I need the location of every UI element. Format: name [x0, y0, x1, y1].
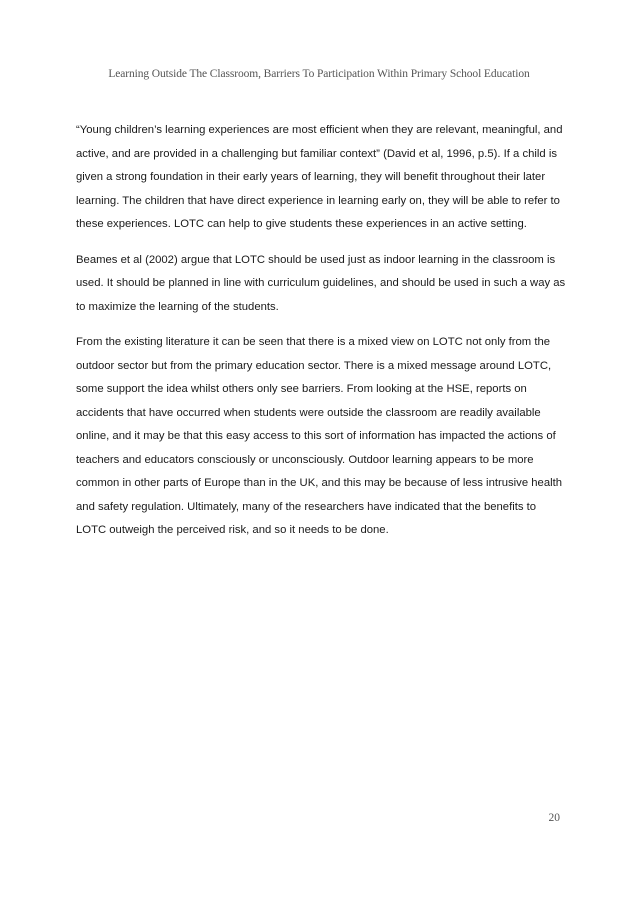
paragraph-3: From the existing literature it can be seen that there is a mixed view on LOTC not only from the outdoor sector but from the primary education sector. There is a mixed message around LOTC, some support the idea whilst others only see barriers. From looking at the HSE, reports on accidents that have occurred when students were outside the classroom are readily available online, and it may be that this easy access to this sort of information has impacted the actions of teachers and educators consciously or unconsciously. Outdoor learning appears to be more common in other parts of Europe than in the UK, and this may be because of less intrusive health and safety regulation. Ultimately, many of the researchers have indicated that the benefits to LOTC outweigh the perceived risk, and so it needs to be done. [76, 336, 563, 536]
body-text [76, 119, 568, 555]
page-number: 20 [548, 812, 560, 824]
paragraph-1: “Young children’s learning experiences are most efficient when they are relevant, meaningful, and active, and are provided in a challenging but familiar context” (David et al, 1996, p.5). If a child is given a strong foundation in their early years of learning, they will benefit throughout their later learning. The children that have direct experience in learning early on, they will be able to refer to these experiences. LOTC can help to give students these experiences in an active setting. [76, 124, 563, 230]
running-header: Learning Outside The Classroom, Barriers To Participation Within Primary School Education [108, 68, 530, 80]
paragraph-2: Beames et al (2002) argue that LOTC should be used just as indoor learning in the classroom is used. It should be planned in line with curriculum guidelines, and should be used in such a way as to maximize the learning of the students. [76, 253, 566, 313]
